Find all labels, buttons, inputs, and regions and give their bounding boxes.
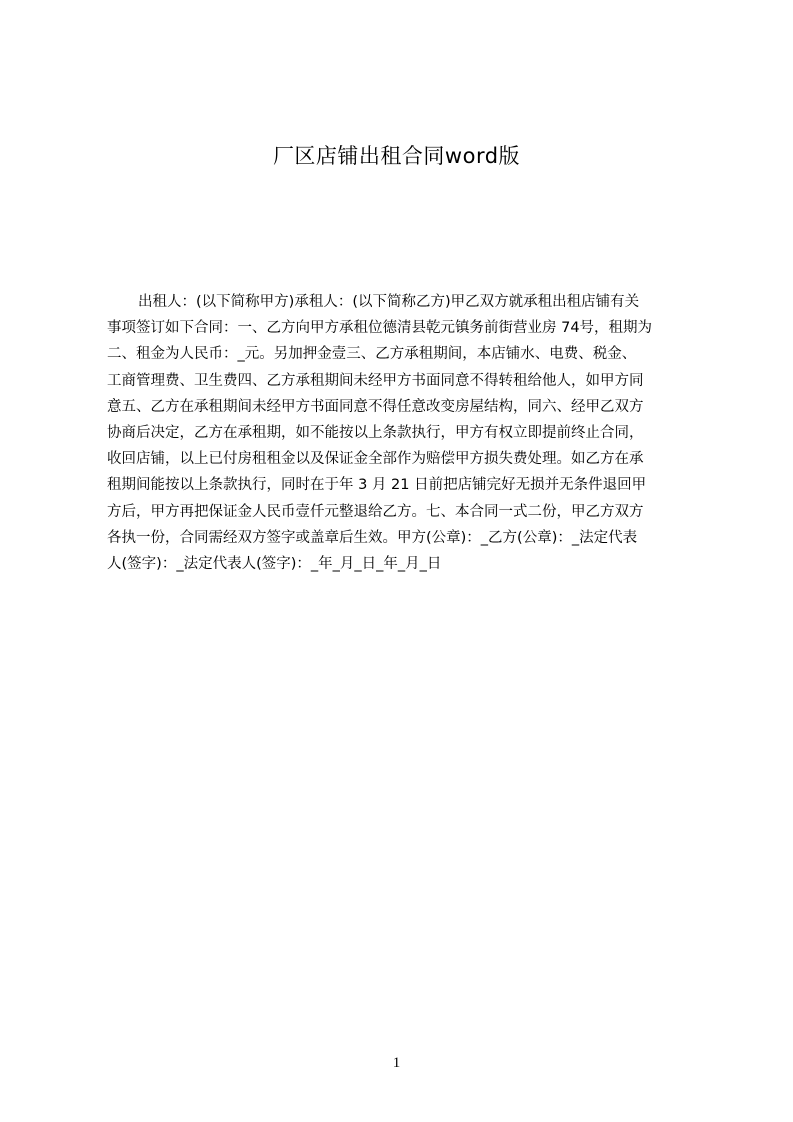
body-line: 工商管理费、卫生费四、乙方承租期间未经甲方书面同意不得转租给他人，如甲方同 (107, 372, 644, 389)
body-line: 事项签订如下合同：一、乙方向甲方承租位德清县乾元镇务前街营业房 74号，租期为 (107, 320, 653, 337)
body-line: 协商后决定，乙方在承租期，如不能按以上条款执行，甲方有权立即提前终止合同， (107, 424, 644, 441)
body-line: 收回店铺，以上已付房租租金以及保证金全部作为赔偿甲方损失费处理。如乙方在承 (107, 451, 644, 468)
body-line: 意五、乙方在承租期间未经甲方书面同意不得任意改变房屋结构，同六、经甲乙双方 (107, 398, 644, 415)
page-number: 1 (392, 1055, 401, 1071)
body-line: 租期间能按以上条款执行，同时在于年 3 月 21 日前把店铺完好无损并无条件退回甲 (107, 477, 647, 494)
document-title: 厂区店铺出租合同word版 (272, 144, 521, 168)
body-line: 出租人：(以下简称甲方)承租人：(以下简称乙方)甲乙双方就承租出租店铺有关 (138, 294, 640, 310)
body-line: 二、租金为人民币：_元。另加押金壹三、乙方承租期间，本店铺水、电费、税金、 (107, 346, 637, 363)
body-line: 方后，甲方再把保证金人民币壹仟元整退给乙方。七、本合同一式二份，甲乙方双方 (107, 503, 644, 520)
document-body (107, 289, 699, 577)
body-line: 人(签字)：_法定代表人(签字)：_年_月_日_年_月_日 (107, 555, 442, 572)
body-line: 各执一份，合同需经双方签字或盖章后生效。甲方(公章)：_乙方(公章)：_法定代表 (107, 529, 638, 546)
